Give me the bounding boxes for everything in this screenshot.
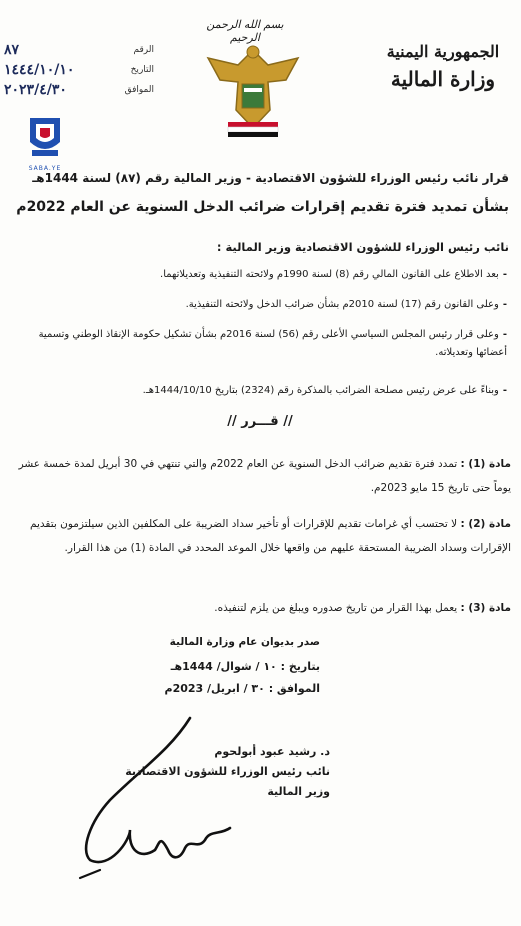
article-label: مادة (2) : — [460, 518, 511, 530]
issued-line: صدر بديوان عام وزارة المالية — [169, 636, 320, 648]
ref-date-value: ١٤٤٤/١٠/١٠ — [4, 62, 75, 78]
eagle-emblem-icon — [198, 40, 308, 140]
issued-date-label: بتاريخ : — [280, 660, 320, 673]
article-text: تمدد فترة تقديم ضرائب الدخل السنوية عن العام 2022م والتي تنتهي في 30 أبريل لمدة خمسة عشر يوماً حتى تاريخ 15 مايو 2023م. — [18, 458, 511, 494]
ministry-name: وزارة المالية — [390, 67, 496, 91]
letterhead — [383, 40, 503, 94]
preamble-text: وعلى القانون رقم (17) لسنة 2010م بشأن ضرائب الدخل ولائحته التنفيذية. — [185, 299, 499, 310]
article-1 — [11, 452, 511, 500]
preamble-item-1: -بعد الاطلاع على القانون المالي رقم (8) لسنة 1990م ولائحته التنفيذية وتعديلاتهما. — [160, 269, 507, 280]
yemen-emblem — [198, 40, 308, 140]
ref-number-label: الرقم — [133, 45, 154, 55]
signatory-block — [90, 742, 330, 802]
signatory-name: د. رشيد عبود أبولحوم — [214, 745, 330, 758]
issued-corr-row — [150, 678, 320, 700]
country-name: الجمهورية اليمنية — [386, 42, 500, 61]
basmala: بسم الله الرحمن الرحيم — [206, 18, 284, 44]
preamble-item-4: -وبناءً على عرض رئيس مصلحة الضرائب بالمذكرة رقم (2324) بتاريخ 1444/10/10هـ. — [142, 385, 507, 396]
ref-date-label: التاريخ — [130, 65, 154, 75]
saba-logo-icon — [22, 112, 68, 164]
preamble-text: بعد الاطلاع على القانون المالي رقم (8) لسنة 1990م ولائحته التنفيذية وتعديلاتهما. — [160, 269, 499, 280]
signatory-title: نائب رئيس الوزراء للشؤون الاقتصادية — [125, 765, 330, 778]
reference-block — [4, 40, 154, 100]
decision-heading: // قـــرر // — [227, 414, 293, 429]
issued-corr-label: الموافق : — [268, 682, 320, 695]
preamble-item-2: -وعلى القانون رقم (17) لسنة 2010م بشأن ضرائب الدخل ولائحته التنفيذية. — [185, 299, 507, 310]
ref-number-value: ٨٧ — [4, 42, 20, 58]
signatory-title-2: وزير المالية — [267, 785, 330, 798]
preamble-item-3: -وعلى قرار رئيس المجلس السياسي الأعلى رقم (56) لسنة 2016م بشأن تشكيل حكومة الإنقاذ الوطني وتسمية أعضائها وتعديلاته. — [38, 329, 507, 358]
issued-date-row — [150, 656, 320, 678]
saba-logo-text: SABA.YE — [28, 165, 62, 172]
ref-corresponding-value: ٢٠٢٣/٤/٣٠ — [4, 82, 67, 98]
ref-number-row — [4, 40, 154, 60]
article-3 — [11, 596, 511, 620]
ref-corresponding-row — [4, 80, 154, 100]
issued-corr-value: ٣٠ / ابريل/ 2023م — [164, 682, 265, 695]
saba-logo — [22, 112, 68, 172]
decision-title: قرار نائب رئيس الوزراء للشؤون الاقتصادية - وزير المالية رقم (٨٧) لسنة 1444هـ — [32, 171, 509, 185]
decision-subject: بشأن تمديد فترة تقديم إقرارات ضرائب الدخل السنوية عن العام 2022م — [16, 199, 509, 215]
ref-date-row — [4, 60, 154, 80]
minister-heading: نائب رئيس الوزراء للشؤون الاقتصادية وزير المالية : — [216, 240, 509, 254]
article-label: مادة (3) : — [460, 602, 511, 614]
article-text: يعمل بهذا القرار من تاريخ صدوره ويبلغ من يلزم لتنفيذه. — [214, 602, 458, 614]
preamble-text: وعلى قرار رئيس المجلس السياسي الأعلى رقم (56) لسنة 2016م بشأن تشكيل حكومة الإنقاذ الوطني وتسمية أعضائها وتعديلاته. — [38, 329, 507, 358]
article-2 — [11, 512, 511, 560]
ref-corresponding-label: الموافق — [124, 85, 154, 95]
issued-block — [150, 636, 320, 700]
preamble-text: وبناءً على عرض رئيس مصلحة الضرائب بالمذكرة رقم (2324) بتاريخ 1444/10/10هـ. — [142, 385, 499, 396]
article-label: مادة (1) : — [460, 458, 511, 470]
article-text: لا تحتسب أي غرامات تقديم للإقرارات أو تأخير سداد الضريبة على المكلفين الذين سيلتزمون بتقديم الإقرارات وسداد الضريبة المستحقة عليهم من واقعها خلال الموعد المحدد في المادة (1) من هذا القرار. — [29, 518, 511, 554]
issued-date-value: ١٠ / شوال/ 1444هـ — [170, 660, 277, 673]
